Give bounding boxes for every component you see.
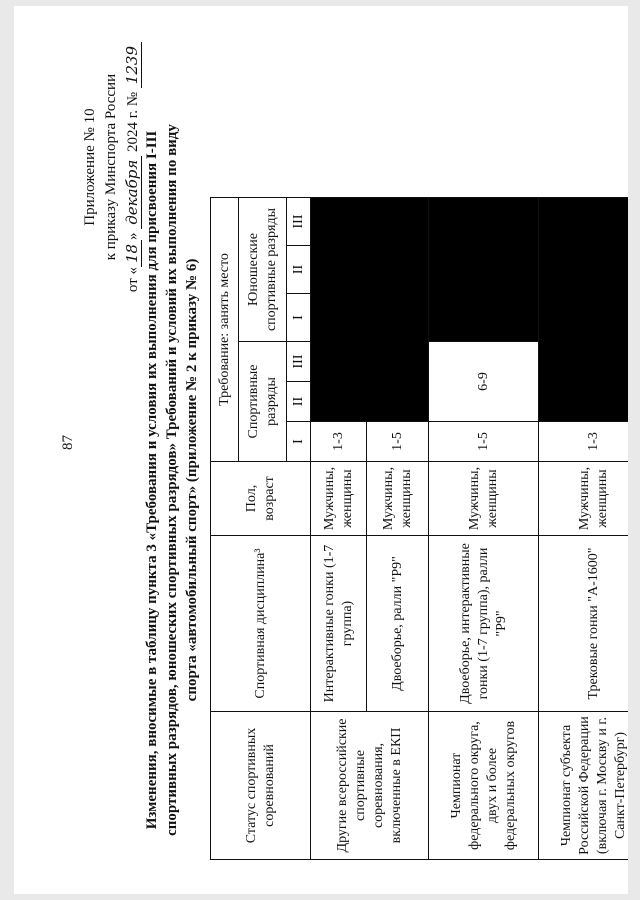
appendix-title: Приложение № 10 [82, 108, 98, 226]
header-rank-1: I [287, 422, 311, 462]
rank-1-cell: 1-5 [429, 422, 539, 462]
discipline-cell: Трековые гонки "А-1600" [539, 536, 629, 712]
blacked-out-cells [429, 198, 539, 342]
header-gender: Пол, возраст [211, 462, 311, 536]
header-sport-ranks: Спортивные разряды [239, 342, 287, 462]
rotated-page-content [14, 6, 628, 894]
gender-cell: Мужчины, женщины [311, 462, 367, 536]
discipline-cell: Двоеборье, ралли "Р9" [367, 536, 429, 712]
rank-2-cell: 6-9 [429, 342, 539, 422]
handwritten-day: 18 [123, 240, 142, 267]
header-status: Статус спортивных соревнований [211, 712, 311, 860]
status-cell: Чемпионат субъекта Российской Федерации (включая г. Москву и г. Санкт-Петербург) [539, 712, 629, 860]
header-rank-2: II [287, 382, 311, 422]
gender-cell: Мужчины, женщины [539, 462, 629, 536]
requirements-table [210, 197, 628, 860]
rank-1-cell: 1-5 [367, 422, 429, 462]
blacked-out-cells [539, 198, 629, 422]
table-row [539, 198, 629, 860]
gender-cell: Мужчины, женщины [429, 462, 539, 536]
document-heading: Изменения, вносимые в таблицу пункта 3 «Требования и условия их выполнения для присвоения I-III спортивных разрядов, юношеских спортивных разрядов» Требований и условий их выполнения по виду спорта «автомобильный спорт» (приложение № 2 к приказу № 6) [144, 124, 200, 836]
gender-cell: Мужчины, женщины [367, 462, 429, 536]
header-requirement: Требование: занять место [211, 198, 239, 462]
page-number: 87 [60, 435, 76, 450]
document-page [14, 6, 628, 894]
status-cell: Другие всероссийские спортивные соревнования, включенные в ЕКП [311, 712, 429, 860]
rank-1-cell: 1-3 [311, 422, 367, 462]
header-rank-3: III [287, 342, 311, 382]
status-cell: Чемпионат федерального округа, двух и более федеральных округов [429, 712, 539, 860]
header-youth-3: III [287, 198, 311, 246]
discipline-cell: Интерактивные гонки (1-7 группа) [311, 536, 367, 712]
handwritten-number: 1239 [123, 42, 142, 88]
handwritten-month: декабря [123, 156, 142, 229]
discipline-cell: Двоеборье, интерактивные гонки (1-7 группа), ралли "Р9" [429, 536, 539, 712]
appendix-block [80, 42, 144, 292]
header-youth-2: II [287, 246, 311, 294]
appendix-order: к приказу Минспорта России [103, 73, 119, 261]
header-youth-1: I [287, 294, 311, 342]
header-discipline: Спортивная дисциплина³ [211, 536, 311, 712]
table-row [429, 198, 539, 860]
rank-1-cell: 1-3 [539, 422, 629, 462]
blacked-out-cells [311, 198, 429, 422]
table-row [311, 198, 367, 860]
header-youth-ranks: Юношеские спортивные разряды [239, 198, 287, 342]
appendix-date: от «18» декабря 2024 г. № 1239 [122, 42, 144, 292]
